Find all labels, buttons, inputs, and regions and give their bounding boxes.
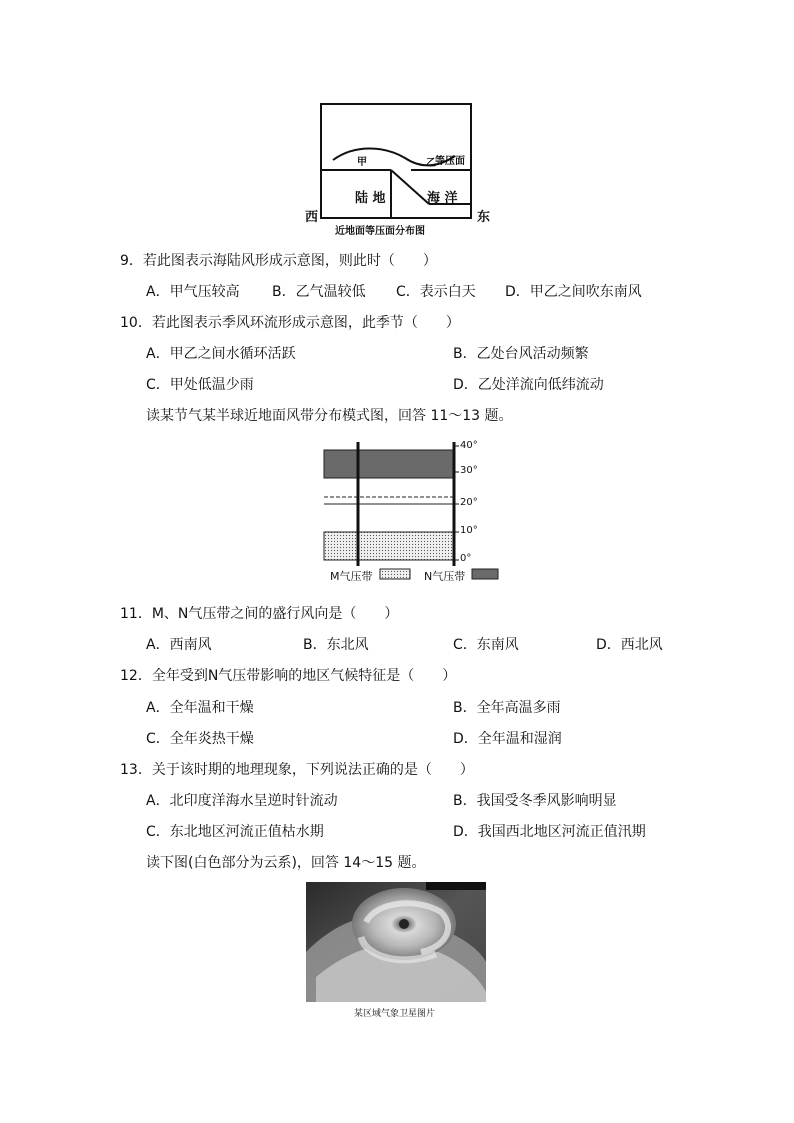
east-label: 东 bbox=[477, 210, 491, 225]
q10-option-c: C．甲处低温少雨 bbox=[146, 377, 254, 393]
pressure-belt-diagram bbox=[318, 438, 508, 586]
q13-option-a: A．北印度洋海水呈逆时针流动 bbox=[146, 793, 338, 809]
coast-slope-line bbox=[391, 170, 429, 204]
q11-stem: 11．M、N气压带之间的盛行风向是（ ） bbox=[120, 606, 399, 622]
intro-14-15: 读下图(白色部分为云系)，回答 14～15 题。 bbox=[146, 855, 426, 871]
q13-option-b: B．我国受冬季风影响明显 bbox=[453, 793, 617, 809]
q12-option-a: A．全年温和干燥 bbox=[146, 700, 254, 716]
pressure-belt-figure bbox=[318, 438, 508, 586]
q10-option-a: A．甲乙之间水循环活跃 bbox=[146, 346, 296, 362]
legend-m-swatch bbox=[380, 569, 410, 579]
q11-option-a: A．西南风 bbox=[146, 637, 212, 653]
q9-option-b: B．乙气温较低 bbox=[272, 284, 366, 300]
q13-option-d: D．我国西北地区河流正值汛期 bbox=[453, 824, 646, 840]
q13-option-c: C．东北地区河流正值枯水期 bbox=[146, 824, 324, 840]
label-jia: 甲 bbox=[357, 157, 367, 168]
satellite-image bbox=[306, 882, 486, 1002]
q9-stem: 9．若此图表示海陆风形成示意图，则此时（ ） bbox=[120, 253, 437, 269]
q13-stem: 13．关于该时期的地理现象，下列说法正确的是（ ） bbox=[120, 762, 474, 778]
q12-option-c: C．全年炎热干燥 bbox=[146, 731, 254, 747]
sea-label: 海 洋 bbox=[427, 191, 458, 206]
q10-stem: 10．若此图表示季风环流形成示意图，此季节（ ） bbox=[120, 315, 460, 331]
legend-m-label: M气压带 bbox=[330, 570, 373, 583]
q9-option-a: A．甲气压较高 bbox=[146, 284, 240, 300]
isobar-surface-label: 等压面 bbox=[435, 156, 465, 167]
q10-option-d: D．乙处洋流向低纬流动 bbox=[453, 377, 604, 393]
figure3-caption: 某区域气象卫星图片 bbox=[354, 1009, 436, 1019]
isobar-figure bbox=[305, 100, 495, 240]
q9-option-c: C．表示白天 bbox=[396, 284, 476, 300]
lat-label-20: 20° bbox=[460, 497, 478, 508]
satellite-figure bbox=[306, 882, 486, 1022]
lat-label-40: 40° bbox=[460, 440, 478, 451]
q12-stem: 12．全年受到N气压带影响的地区气候特征是（ ） bbox=[120, 668, 457, 684]
west-label: 西 bbox=[305, 210, 319, 225]
n-pressure-belt bbox=[324, 450, 454, 478]
q12-option-b: B．全年高温多雨 bbox=[453, 700, 561, 716]
label-yi: 乙 bbox=[426, 158, 436, 169]
q12-option-d: D．全年温和湿润 bbox=[453, 731, 562, 747]
lat-label-10: 10° bbox=[460, 525, 478, 536]
figure1-caption: 近地面等压面分布图 bbox=[335, 226, 425, 237]
land-label: 陆 地 bbox=[355, 191, 386, 206]
q10-option-b: B．乙处台风活动频繁 bbox=[453, 346, 589, 362]
q9-option-d: D．甲乙之间吹东南风 bbox=[505, 284, 642, 300]
isobar-diagram bbox=[305, 100, 495, 240]
lat-label-0: 0° bbox=[460, 553, 472, 564]
m-pressure-belt bbox=[324, 532, 454, 560]
lat-label-30: 30° bbox=[460, 465, 478, 476]
legend-n-label: N气压带 bbox=[424, 570, 466, 583]
intro-11-13: 读某节气某半球近地面风带分布模式图，回答 11～13 题。 bbox=[146, 408, 513, 424]
legend-n-swatch bbox=[472, 569, 498, 579]
q11-option-b: B．东北风 bbox=[303, 637, 369, 653]
q11-option-d: D．西北风 bbox=[596, 637, 663, 653]
q11-option-c: C．东南风 bbox=[453, 637, 519, 653]
